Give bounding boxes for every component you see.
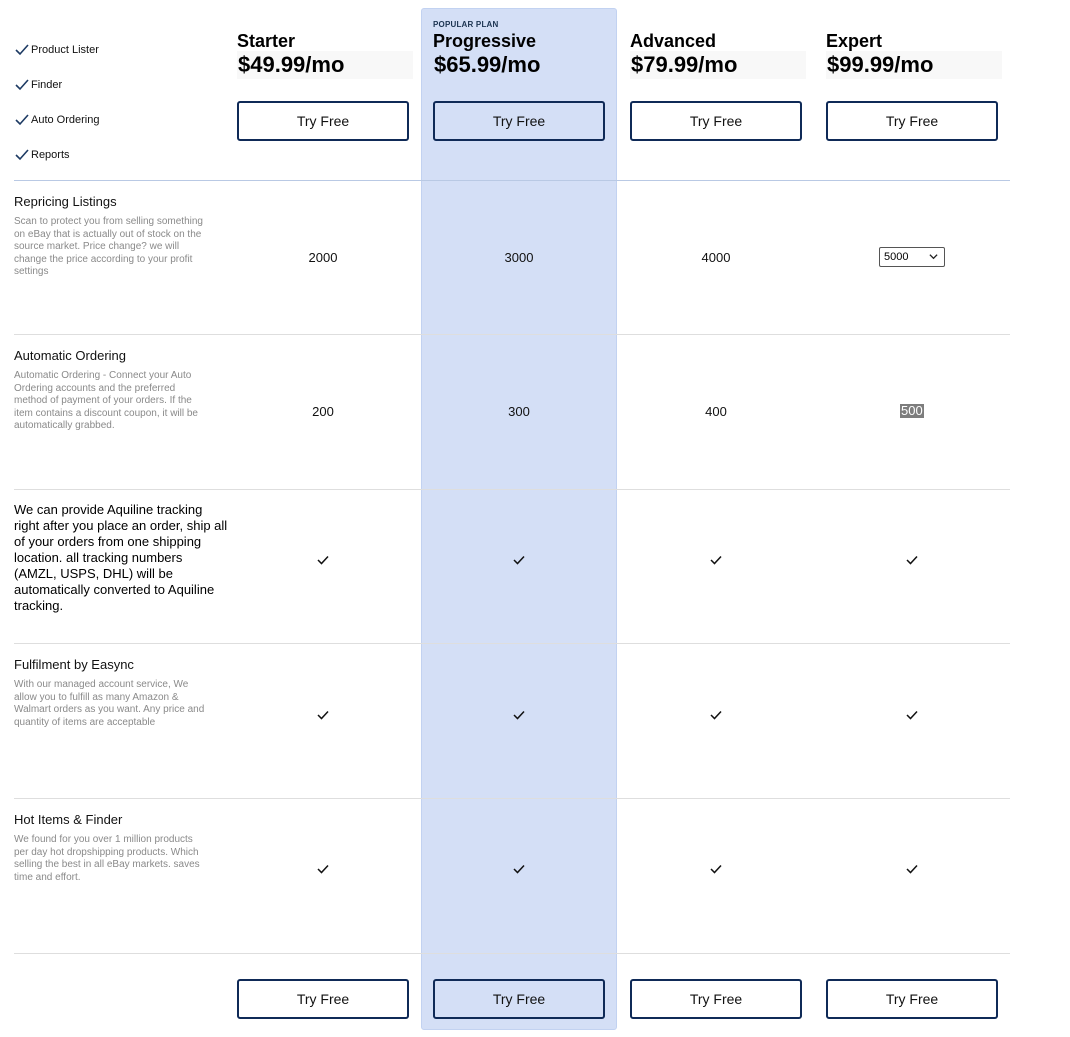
plan-tag — [630, 20, 806, 30]
cell-value: 400 — [705, 404, 727, 419]
check-icon — [14, 113, 30, 127]
row-title: Repricing Listings — [14, 194, 117, 209]
plan-name: Starter — [237, 31, 296, 51]
select-value: 5000 — [884, 251, 909, 263]
plan-price: $65.99/mo — [434, 52, 541, 77]
cell-check — [824, 554, 1000, 569]
footer-try-free-button-progressive[interactable]: Try Free — [433, 979, 605, 1019]
check-icon — [512, 709, 526, 721]
plan-price: $99.99/mo — [826, 51, 1002, 79]
cell-value: 300 — [508, 404, 530, 419]
feature-label: Product Lister — [31, 43, 99, 56]
row-title: We can provide Aquiline tracking right after you place an order, ship all of your orders from one shipping location. all tracking numbers (AMZL, USPS, DHL) will be automatically converted to Aquiline tracking. — [14, 502, 228, 613]
check-icon — [512, 554, 526, 566]
cell-check — [628, 709, 804, 724]
cell-value: 2000 — [308, 250, 338, 265]
row-description: Automatic Ordering - Connect your Auto Ordering accounts and the preferred method of payment of your orders. If the item contains a discount coupon, it will be automatically grabbed. — [14, 370, 198, 431]
feature-label: Finder — [31, 78, 63, 91]
listing-count-select[interactable] — [879, 247, 945, 267]
feature-list — [14, 32, 99, 172]
row-title: Fulfilment by Easync — [14, 657, 134, 672]
plan-tag — [237, 20, 413, 30]
try-free-button-expert[interactable]: Try Free — [826, 101, 998, 141]
footer-try-free-button-expert[interactable]: Try Free — [826, 979, 998, 1019]
row-label-repricing — [14, 194, 226, 279]
feature-label: Auto Ordering — [31, 113, 100, 126]
cell-check — [431, 863, 607, 878]
plan-name: Progressive — [433, 31, 537, 51]
row-label-hot-items — [14, 812, 226, 884]
feature-label: Reports — [31, 148, 70, 161]
cell-check — [235, 709, 411, 724]
plan-price: $79.99/mo — [630, 51, 806, 79]
cell-value: 200 — [312, 404, 334, 419]
row-divider — [14, 798, 1010, 799]
row-title: Hot Items & Finder — [14, 812, 123, 827]
feature-item — [14, 67, 99, 102]
try-free-button-progressive[interactable]: Try Free — [433, 101, 605, 141]
check-icon — [14, 148, 30, 162]
check-icon — [905, 863, 919, 875]
check-icon — [709, 863, 723, 875]
cell-check — [824, 709, 1000, 724]
try-free-button-advanced[interactable]: Try Free — [630, 101, 802, 141]
popular-plan-tag: POPULAR PLAN — [433, 20, 499, 29]
cell-check — [235, 554, 411, 569]
feature-item — [14, 137, 99, 172]
cell-value: 3000 — [504, 250, 534, 265]
plan-name: Expert — [826, 31, 883, 51]
check-icon — [14, 43, 30, 57]
row-title: Automatic Ordering — [14, 348, 126, 363]
try-free-button-starter[interactable]: Try Free — [237, 101, 409, 141]
row-label-auto-ordering — [14, 348, 226, 433]
cell-check — [431, 709, 607, 724]
plan-price: $49.99/mo — [237, 51, 413, 79]
row-divider — [14, 334, 1010, 335]
row-description: We found for you over 1 million products per day hot dropshipping products. Which selling the best in all eBay markets. saves time and effort. — [14, 834, 200, 883]
check-icon — [709, 554, 723, 566]
plan-header-progressive — [433, 20, 609, 79]
cell-check — [628, 863, 804, 878]
cell-check — [824, 863, 1000, 878]
row-divider — [14, 489, 1010, 490]
plan-tag — [826, 20, 1002, 30]
row-description: Scan to protect you from selling something on eBay that is actually out of stock on the source market. Price change? we will change the price according to your profit settings — [14, 216, 203, 277]
plan-header-expert — [826, 20, 1002, 79]
feature-item — [14, 32, 99, 67]
check-icon — [316, 863, 330, 875]
chevron-down-icon — [929, 252, 938, 261]
plan-header-advanced — [630, 20, 806, 79]
row-label-tracking — [14, 502, 228, 614]
row-divider — [14, 180, 1010, 181]
plan-header-starter — [237, 20, 413, 79]
row-description: With our managed account service, We allow you to fulfill as many Amazon & Walmart orders as you want. Any price and quantity of items are acceptable — [14, 679, 205, 728]
footer-try-free-button-advanced[interactable]: Try Free — [630, 979, 802, 1019]
check-icon — [316, 709, 330, 721]
check-icon — [14, 78, 30, 92]
check-icon — [709, 709, 723, 721]
footer-try-free-button-starter[interactable]: Try Free — [237, 979, 409, 1019]
cell-check — [235, 863, 411, 878]
cell-check — [628, 554, 804, 569]
cell-check — [431, 554, 607, 569]
plan-name: Advanced — [630, 31, 717, 51]
check-icon — [905, 709, 919, 721]
row-divider — [14, 953, 1010, 954]
check-icon — [905, 554, 919, 566]
cell-value: 4000 — [701, 250, 731, 265]
check-icon — [512, 863, 526, 875]
row-divider — [14, 643, 1010, 644]
feature-item — [14, 102, 99, 137]
cell-value-selected: 500 — [901, 403, 923, 418]
row-label-fulfilment — [14, 657, 226, 729]
check-icon — [316, 554, 330, 566]
